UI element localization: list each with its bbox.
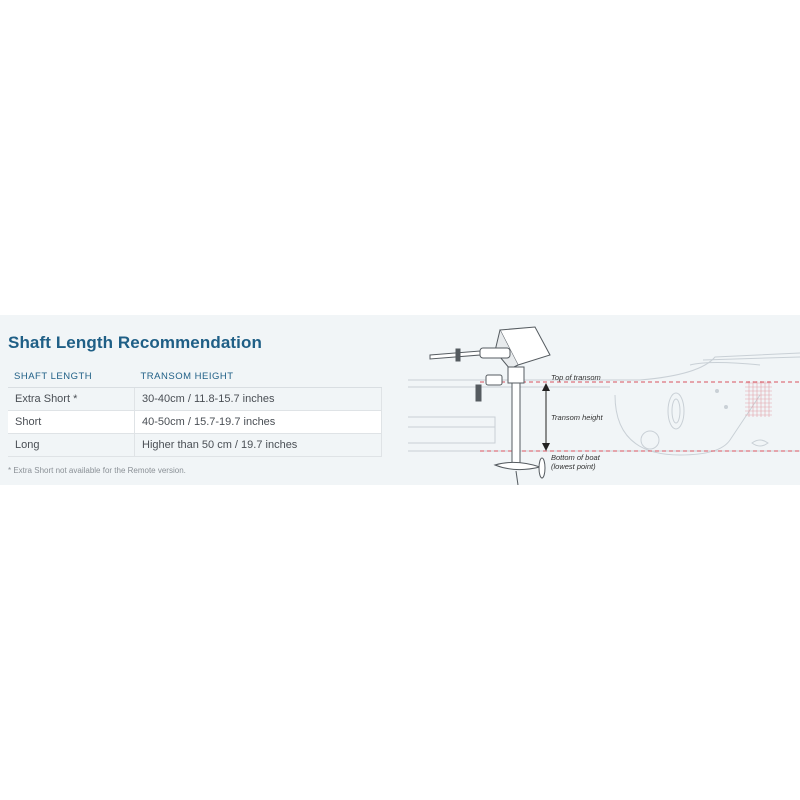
- label-transom-height: Transom height: [551, 413, 603, 422]
- label-bottom-of-boat: Bottom of boat: [551, 453, 600, 462]
- cell-transom-height: 30-40cm / 11.8-15.7 inches: [135, 388, 382, 411]
- cell-transom-height: 40-50cm / 15.7-19.7 inches: [135, 411, 382, 434]
- transom-height-arrow: [542, 383, 550, 451]
- label-lowest-point: (lowest point): [551, 462, 596, 471]
- table-row: [8, 434, 382, 457]
- cell-shaft-length: Short: [8, 411, 135, 434]
- table-header-row: [8, 365, 382, 388]
- table-row: [8, 411, 382, 434]
- cell-shaft-length: Long: [8, 434, 135, 457]
- boat-grille: [745, 381, 772, 417]
- cell-transom-height: Higher than 50 cm / 19.7 inches: [135, 434, 382, 457]
- shaft-length-panel: [0, 315, 800, 485]
- label-top-of-transom: Top of transom: [551, 373, 601, 382]
- shaft-length-table: [8, 365, 382, 457]
- section-title: Shaft Length Recommendation: [8, 333, 262, 352]
- footnote: * Extra Short not available for the Remote version.: [8, 466, 186, 475]
- cell-shaft-length: Extra Short *: [8, 388, 135, 411]
- column-header-shaft-length: SHAFT LENGTH: [8, 365, 135, 388]
- boat-hull-illustration: [408, 353, 800, 455]
- outboard-motor-illustration: [430, 327, 550, 485]
- table-row: [8, 388, 382, 411]
- column-header-transom-height: TRANSOM HEIGHT: [135, 365, 382, 388]
- transom-diagram: [400, 315, 800, 485]
